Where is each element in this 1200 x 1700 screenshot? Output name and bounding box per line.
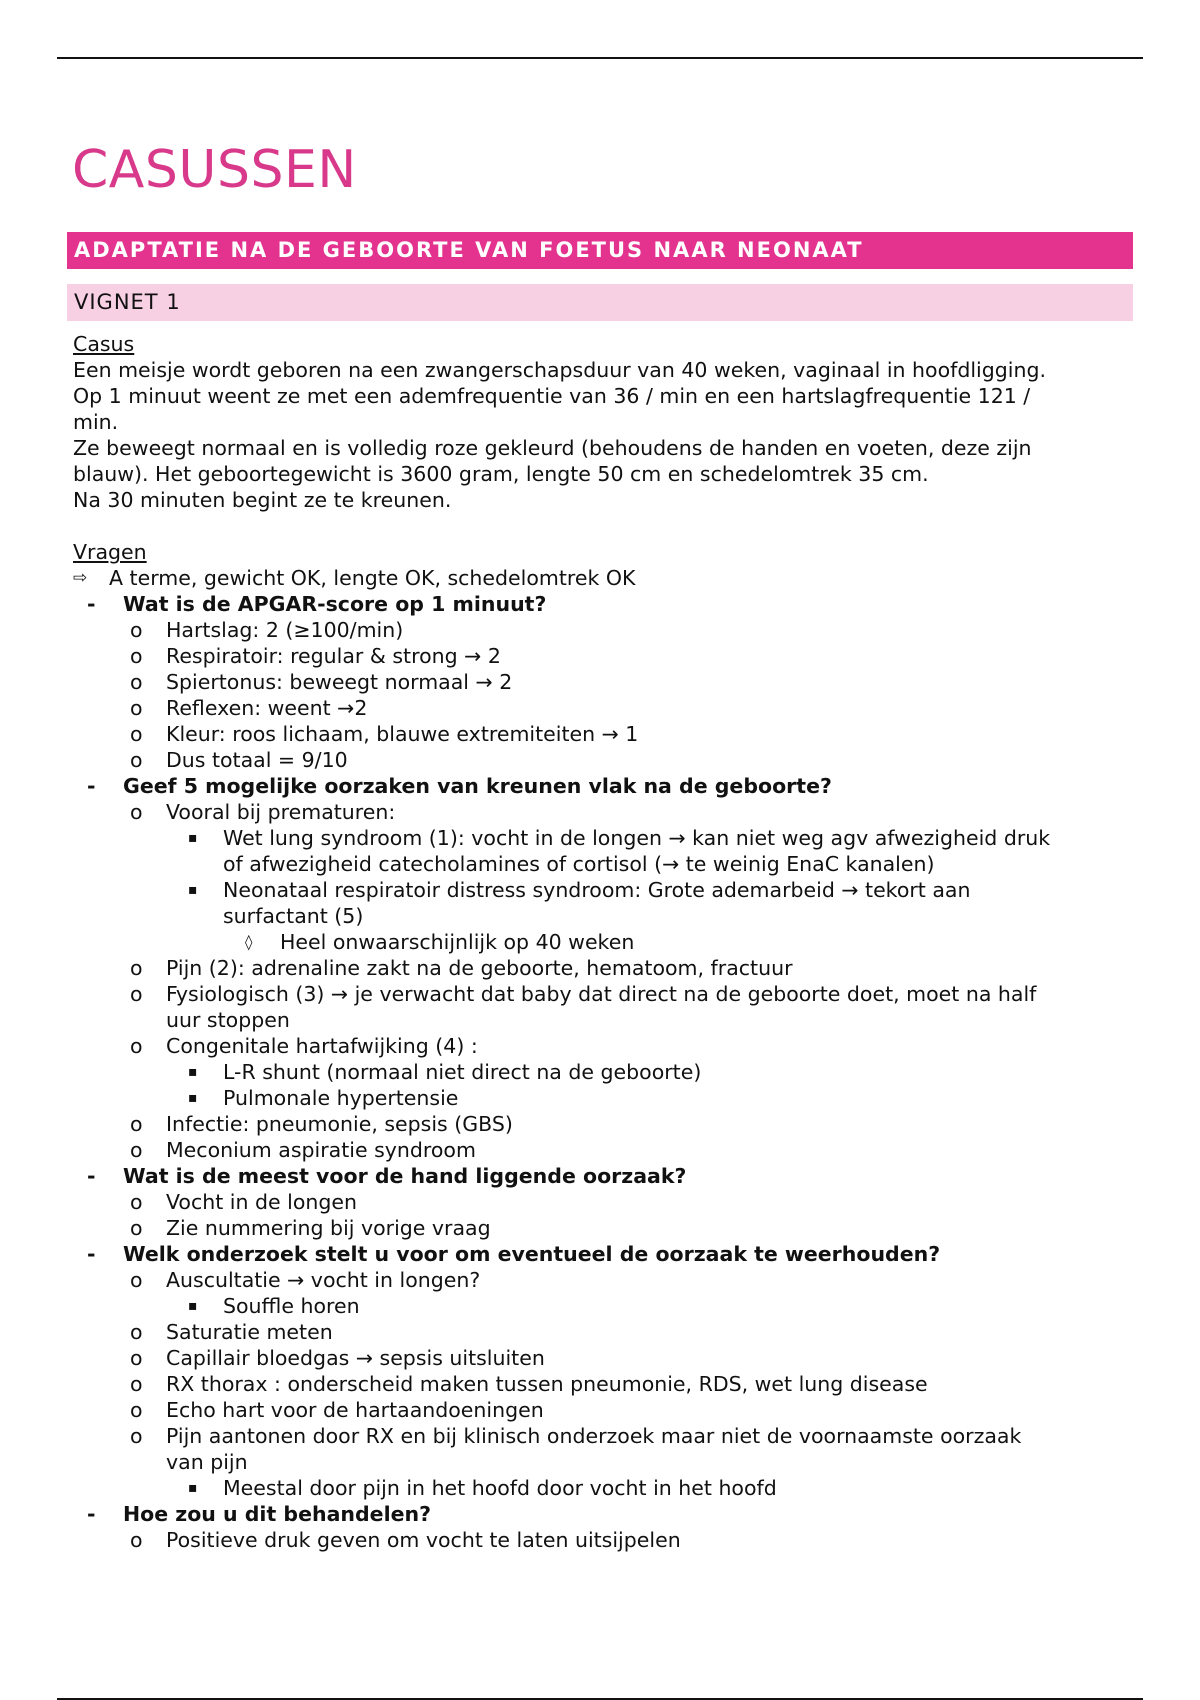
square-bullet-icon: ▪ [188,1480,198,1496]
casus-line: Op 1 minuut weent ze met een ademfrequentie van 36 / min en een hartslagfrequentie 121 / [73,384,1031,408]
list-item [73,1319,1138,1345]
circle-bullet-icon: o [130,722,143,746]
list-item-text: Heel onwaarschijnlijk op 40 weken [280,930,635,954]
circle-bullet-icon: o [130,800,143,824]
square-bullet-icon: ▪ [188,1298,198,1314]
list-item [73,1033,1138,1059]
square-bullet-icon: ▪ [188,1064,198,1080]
vragen-label: Vragen [73,540,147,564]
circle-bullet-icon: o [130,618,143,642]
list-item-text: L-R shunt (normaal niet direct na de geboorte) [223,1060,702,1084]
list-item-text: Saturatie meten [166,1320,333,1344]
list-item [73,617,1138,643]
list-item-text: RX thorax : onderscheid maken tussen pneumonie, RDS, wet lung disease [166,1372,928,1396]
dash-bullet-icon: - [87,1242,96,1266]
list-item-text: Pijn aantonen door RX en bij klinisch onderzoek maar niet de voornaamste oorzaak [166,1424,1022,1448]
list-item-text: Vooral bij prematuren: [166,800,396,824]
list-item [73,1527,1138,1553]
list-item-text: Auscultatie → vocht in longen? [166,1268,481,1292]
list-item [73,773,1138,799]
list-item-text: Wat is de meest voor de hand liggende oorzaak? [123,1164,687,1188]
casus-line: Een meisje wordt geboren na een zwangerschapsduur van 40 weken, vaginaal in hoofdligging. [73,358,1046,382]
circle-bullet-icon: o [130,1372,143,1396]
list-item-text: Hartslag: 2 (≥100/min) [166,618,404,642]
page-title: CASUSSEN [72,140,357,200]
list-item [73,1189,1138,1215]
circle-bullet-icon: o [130,1268,143,1292]
circle-bullet-icon: o [130,1320,143,1344]
circle-bullet-icon: o [130,982,143,1006]
list-item-text: Neonataal respiratoir distress syndroom: Grote ademarbeid → tekort aan [223,878,971,902]
list-item [73,825,1138,877]
list-item-text: Infectie: pneumonie, sepsis (GBS) [166,1112,513,1136]
section-heading: ADAPTATIE NA DE GEBOORTE VAN FOETUS NAAR NEONAAT [67,232,1133,269]
list-item [73,1501,1138,1527]
casus-line: Na 30 minuten begint ze te kreunen. [73,488,452,512]
list-item-text: Echo hart voor de hartaandoeningen [166,1398,544,1422]
list-item-text: Fysiologisch (3) → je verwacht dat baby dat direct na de geboorte doet, moet na half [166,982,1037,1006]
list-item-text: Souffle horen [223,1294,360,1318]
list-item [73,1059,1138,1085]
list-item [73,981,1138,1033]
casus-label: Casus [73,332,135,356]
list-item-text: Pulmonale hypertensie [223,1086,459,1110]
vragen-list [73,565,1138,1553]
circle-bullet-icon: o [130,1190,143,1214]
list-item [73,1371,1138,1397]
circle-bullet-icon: o [130,748,143,772]
list-item [73,565,1138,591]
list-item-text: Congenitale hartafwijking (4) : [166,1034,478,1058]
top-rule [57,57,1143,59]
list-item [73,721,1138,747]
spacer [73,513,1138,539]
list-item-continuation: van pijn [166,1450,248,1474]
list-item [73,1345,1138,1371]
arrow-bullet-icon: ⇨ [73,568,88,588]
square-bullet-icon: ▪ [188,1090,198,1106]
list-item [73,1267,1138,1293]
circle-bullet-icon: o [130,1216,143,1240]
list-item [73,643,1138,669]
list-item-text: Hoe zou u dit behandelen? [123,1502,431,1526]
diamond-bullet-icon: ◊ [245,933,253,951]
list-item-text: Vocht in de longen [166,1190,357,1214]
list-item-continuation: of afwezigheid catecholamines of cortisol (→ te weinig EnaC kanalen) [223,852,935,876]
list-item [73,747,1138,773]
list-item [73,669,1138,695]
document-body [73,331,1138,1553]
dash-bullet-icon: - [87,592,96,616]
list-item-text: Pijn (2): adrenaline zakt na de geboorte, hematoom, fractuur [166,956,793,980]
list-item-text: Wat is de APGAR-score op 1 minuut? [123,592,547,616]
list-item-text: Capillair bloedgas → sepsis uitsluiten [166,1346,545,1370]
list-item [73,877,1138,929]
list-item [73,591,1138,617]
list-item-continuation: surfactant (5) [223,904,364,928]
list-item-text: Meconium aspiratie syndroom [166,1138,476,1162]
casus-text [73,357,1138,513]
circle-bullet-icon: o [130,696,143,720]
circle-bullet-icon: o [130,1528,143,1552]
casus-line: blauw). Het geboortegewicht is 3600 gram, lengte 50 cm en schedelomtrek 35 cm. [73,462,929,486]
list-item [73,799,1138,825]
list-item-text: Meestal door pijn in het hoofd door vocht in het hoofd [223,1476,777,1500]
casus-line: min. [73,410,119,434]
circle-bullet-icon: o [130,1034,143,1058]
square-bullet-icon: ▪ [188,830,198,846]
vignet-heading: VIGNET 1 [67,284,1133,321]
list-item [73,1241,1138,1267]
list-item-text: Dus totaal = 9/10 [166,748,348,772]
list-item-continuation: uur stoppen [166,1008,290,1032]
list-item [73,929,1138,955]
casus-line: Ze beweegt normaal en is volledig roze gekleurd (behoudens de handen en voeten, deze zijn [73,436,1032,460]
dash-bullet-icon: - [87,774,96,798]
list-item [73,1215,1138,1241]
list-item-text: Reflexen: weent →2 [166,696,368,720]
list-item [73,1397,1138,1423]
dash-bullet-icon: - [87,1502,96,1526]
list-item-text: Wet lung syndroom (1): vocht in de longen → kan niet weg agv afwezigheid druk [223,826,1051,850]
circle-bullet-icon: o [130,670,143,694]
circle-bullet-icon: o [130,1138,143,1162]
circle-bullet-icon: o [130,1346,143,1370]
list-item [73,695,1138,721]
dash-bullet-icon: - [87,1164,96,1188]
list-item-text: Positieve druk geven om vocht te laten uitsijpelen [166,1528,681,1552]
list-item-text: Respiratoir: regular & strong → 2 [166,644,501,668]
list-item [73,1293,1138,1319]
list-item-text: Zie nummering bij vorige vraag [166,1216,491,1240]
list-item [73,1111,1138,1137]
circle-bullet-icon: o [130,1398,143,1422]
list-item [73,1163,1138,1189]
circle-bullet-icon: o [130,1424,143,1448]
list-item-text: Spiertonus: beweegt normaal → 2 [166,670,513,694]
list-item [73,1085,1138,1111]
circle-bullet-icon: o [130,956,143,980]
list-item-text: A terme, gewicht OK, lengte OK, schedelomtrek OK [109,566,636,590]
list-item [73,1475,1138,1501]
list-item-text: Welk onderzoek stelt u voor om eventueel de oorzaak te weerhouden? [123,1242,941,1266]
list-item [73,1423,1138,1475]
list-item-text: Kleur: roos lichaam, blauwe extremiteiten → 1 [166,722,639,746]
list-item [73,955,1138,981]
square-bullet-icon: ▪ [188,882,198,898]
circle-bullet-icon: o [130,1112,143,1136]
list-item [73,1137,1138,1163]
list-item-text: Geef 5 mogelijke oorzaken van kreunen vlak na de geboorte? [123,774,832,798]
circle-bullet-icon: o [130,644,143,668]
